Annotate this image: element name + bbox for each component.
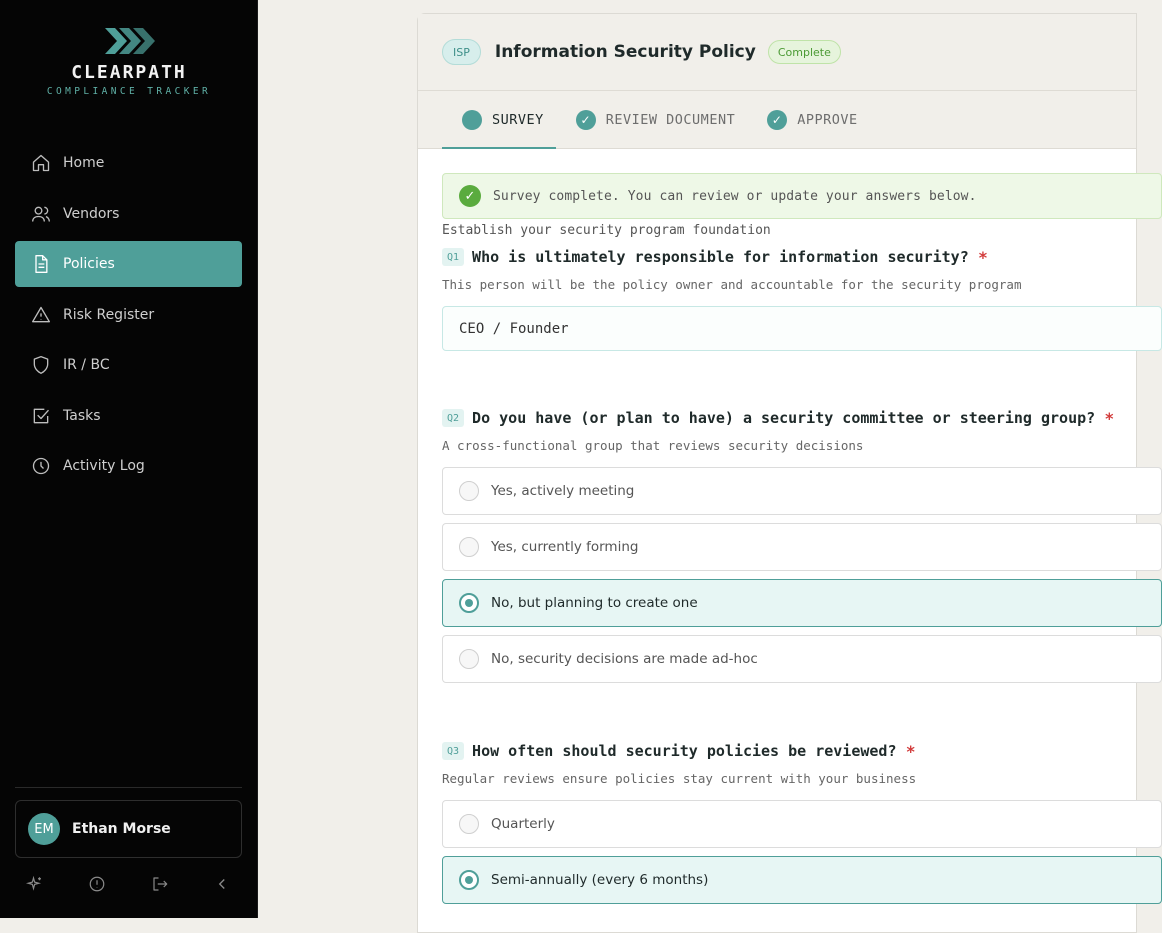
radio-option-selected[interactable]: [442, 579, 1162, 627]
question-title: How often should security policies be reviewed?: [472, 742, 897, 760]
radio-option[interactable]: [442, 800, 1162, 848]
required-marker: *: [1105, 408, 1114, 428]
sidebar-divider: [15, 787, 242, 788]
required-marker: *: [978, 247, 988, 267]
alert-circle-icon[interactable]: [87, 874, 107, 894]
tab-label: REVIEW DOCUMENT: [605, 111, 736, 128]
sidebar-footer: [15, 872, 242, 896]
tab-approve[interactable]: [747, 91, 869, 148]
question-3: [442, 739, 1162, 912]
brand-tagline: COMPLIANCE TRACKER: [46, 86, 212, 97]
owner-input[interactable]: CEO / Founder: [442, 306, 1162, 351]
question-hint: This person will be the policy owner and accountable for the security program: [442, 277, 1022, 292]
sidebar-item-label: Policies: [63, 256, 115, 272]
section-subtitle: Establish your security program foundation: [442, 223, 771, 238]
sidebar-item-tasks[interactable]: [15, 393, 242, 439]
sidebar-item-ir-bc[interactable]: [15, 342, 242, 388]
logo-chevrons-icon: [103, 26, 155, 56]
question-number: Q3: [442, 742, 464, 760]
option-label: Semi-annually (every 6 months): [491, 872, 709, 888]
sidebar: [0, 0, 258, 918]
question-number: Q2: [442, 409, 464, 427]
radio-button[interactable]: [459, 814, 479, 834]
clock-icon: [31, 456, 51, 476]
policy-code-badge: ISP: [442, 39, 481, 65]
radio-option-selected[interactable]: [442, 856, 1162, 904]
radio-option[interactable]: [442, 467, 1162, 515]
warning-icon: [31, 305, 51, 325]
radio-button[interactable]: [459, 870, 479, 890]
status-badge: Complete: [768, 40, 841, 64]
logout-icon[interactable]: [150, 874, 170, 894]
radio-group: [442, 467, 1162, 683]
option-label: Yes, currently forming: [491, 539, 639, 555]
brand-name: CLEARPATH: [71, 62, 187, 83]
tab-label: SURVEY: [492, 111, 544, 128]
success-alert: [442, 173, 1162, 219]
user-name: Ethan Morse: [72, 821, 171, 837]
users-icon: [31, 204, 51, 224]
sidebar-item-risk-register[interactable]: [15, 292, 242, 338]
policy-card: [417, 13, 1137, 933]
page-title: Information Security Policy: [494, 42, 756, 62]
chevron-left-icon[interactable]: [212, 874, 232, 894]
sidebar-item-vendors[interactable]: [15, 191, 242, 237]
alert-text: Survey complete. You can review or update your answers below.: [493, 188, 977, 204]
workflow-tabs: [418, 91, 1136, 149]
sidebar-item-policies[interactable]: [15, 241, 242, 287]
sidebar-item-label: IR / BC: [63, 357, 110, 373]
radio-button[interactable]: [459, 649, 479, 669]
option-label: No, but planning to create one: [491, 595, 698, 611]
check-icon: ✓: [576, 110, 596, 130]
question-hint: Regular reviews ensure policies stay current with your business: [442, 771, 917, 786]
sidebar-item-home[interactable]: [15, 140, 242, 186]
step-dot-icon: [462, 110, 482, 130]
radio-button[interactable]: [459, 593, 479, 613]
document-icon: [31, 254, 51, 274]
shield-icon: [31, 355, 51, 375]
question-1: [442, 245, 1162, 351]
radio-group: [442, 800, 1162, 904]
logo[interactable]: [0, 26, 258, 97]
policy-header: [418, 14, 1136, 91]
question-title: Do you have (or plan to have) a security committee or steering group?: [472, 409, 1096, 427]
tab-review-document[interactable]: [556, 91, 747, 148]
option-label: Yes, actively meeting: [491, 483, 635, 499]
option-label: Quarterly: [491, 816, 555, 832]
check-icon: ✓: [767, 110, 787, 130]
required-marker: *: [906, 741, 915, 761]
sidebar-item-label: Tasks: [63, 407, 101, 424]
question-hint: A cross-functional group that reviews security decisions: [442, 438, 864, 453]
tab-label: APPROVE: [797, 111, 858, 128]
question-number: Q1: [442, 248, 464, 266]
home-icon: [31, 153, 51, 173]
sparkle-icon[interactable]: [25, 874, 45, 894]
sidebar-item-label: Activity Log: [63, 458, 145, 474]
question-title: Who is ultimately responsible for information security?: [472, 248, 969, 266]
radio-option[interactable]: [442, 635, 1162, 683]
option-label: No, security decisions are made ad-hoc: [491, 651, 758, 667]
user-card[interactable]: [15, 800, 242, 858]
check-circle-icon: ✓: [459, 185, 481, 207]
tab-survey[interactable]: [442, 91, 556, 148]
avatar: EM: [28, 813, 60, 845]
sidebar-item-label: Vendors: [63, 205, 120, 222]
checkbox-icon: [31, 406, 51, 426]
sidebar-item-label: Home: [63, 155, 105, 171]
radio-button[interactable]: [459, 537, 479, 557]
radio-button[interactable]: [459, 481, 479, 501]
question-2: [442, 406, 1162, 691]
sidebar-nav: [15, 140, 242, 494]
sidebar-item-activity-log[interactable]: [15, 443, 242, 489]
radio-option[interactable]: [442, 523, 1162, 571]
sidebar-item-label: Risk Register: [63, 306, 155, 323]
